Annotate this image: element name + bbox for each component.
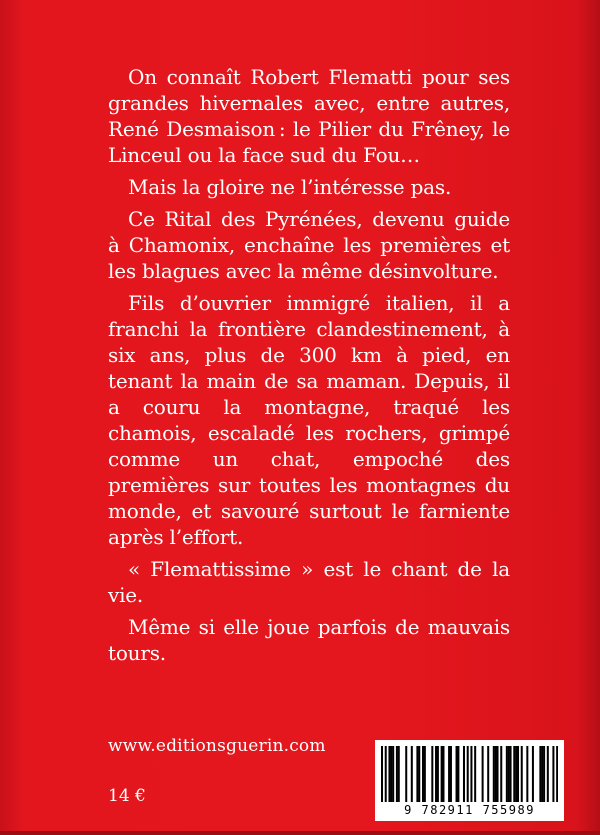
barcode-bar — [448, 746, 450, 802]
blurb-paragraph-2: Mais la gloire ne l’intéresse pas. — [128, 175, 452, 199]
barcode-bar — [482, 746, 484, 802]
blurb-paragraph-3: Ce Rital des Pyrénées, devenu guide à Chamonix, enchaîne les premières et les blagues avec la même désinvolture. — [108, 207, 510, 283]
barcode-bar — [508, 746, 510, 802]
barcode-bar — [547, 746, 549, 802]
barcode-bar — [396, 746, 398, 802]
barcode-bar — [521, 746, 523, 802]
barcode-bar — [515, 746, 517, 802]
barcode-bar — [556, 746, 558, 802]
barcode-bar — [517, 746, 519, 802]
barcode-bar — [388, 746, 390, 802]
barcode-bar — [541, 746, 543, 802]
barcode-bar — [390, 746, 392, 802]
barcode-number: 9 782911 755989 — [404, 803, 535, 817]
barcode-bar — [510, 746, 512, 802]
barcode-bar — [392, 746, 394, 802]
barcode-bar — [470, 746, 472, 802]
barcode-bar — [500, 746, 502, 802]
barcode-bar — [456, 746, 458, 802]
barcode-bar — [463, 746, 465, 802]
barcode-bar — [506, 746, 508, 802]
barcode-bar — [424, 746, 426, 802]
barcode-bar — [435, 746, 437, 802]
barcode-bar — [474, 746, 476, 802]
blurb-text — [108, 64, 510, 672]
barcode-bar — [422, 746, 424, 802]
barcode-bar — [543, 746, 545, 802]
barcode-bar — [539, 746, 541, 802]
barcode-bar — [418, 746, 420, 802]
barcode — [375, 740, 564, 821]
price: 14 € — [108, 786, 146, 806]
blurb-paragraph-6: Même si elle joue parfois de mauvais tours. — [108, 615, 510, 665]
barcode-bars — [381, 746, 558, 802]
barcode-bar — [416, 746, 418, 802]
barcode-bar — [493, 746, 495, 802]
barcode-bar — [467, 746, 469, 802]
barcode-bar — [441, 746, 443, 802]
barcode-bar — [532, 746, 534, 802]
barcode-bar — [526, 746, 528, 802]
blurb-paragraph-5: « Flemattissime » est le chant de la vie. — [108, 557, 510, 607]
publisher-url: www.editionsguerin.com — [108, 736, 326, 756]
barcode-bar — [437, 746, 439, 802]
barcode-bar — [513, 746, 515, 802]
barcode-bar — [552, 746, 554, 802]
barcode-bar — [398, 746, 400, 802]
blurb-paragraph-4: Fils d’ouvrier immigré italien, il a franchi la frontière clandestinement, à six ans, plus de 300 km à pied, en tenant la main de sa maman. Depuis, il a couru la montagne, traqué les chamois, escaladé les rochers, grimpé comme un chat, empoché des premières sur toutes les montagnes du monde, et savouré surtout le farniente après l’effort. — [108, 291, 510, 549]
barcode-bar — [431, 746, 433, 802]
barcode-bar — [442, 746, 444, 802]
barcode-bar — [487, 746, 489, 802]
barcode-bar — [457, 746, 459, 802]
barcode-bar — [497, 746, 499, 802]
barcode-bar — [495, 746, 497, 802]
barcode-bar — [450, 746, 452, 802]
barcode-bar — [405, 746, 407, 802]
barcode-bar — [381, 746, 383, 802]
barcode-bar — [411, 746, 413, 802]
blurb-paragraph-1: On connaît Robert Flematti pour ses grandes hivernales avec, entre autres, René Desmaison : le Pilier du Frêney, le Linceul ou la face sud du Fou… — [108, 65, 510, 167]
barcode-bar — [385, 746, 387, 802]
